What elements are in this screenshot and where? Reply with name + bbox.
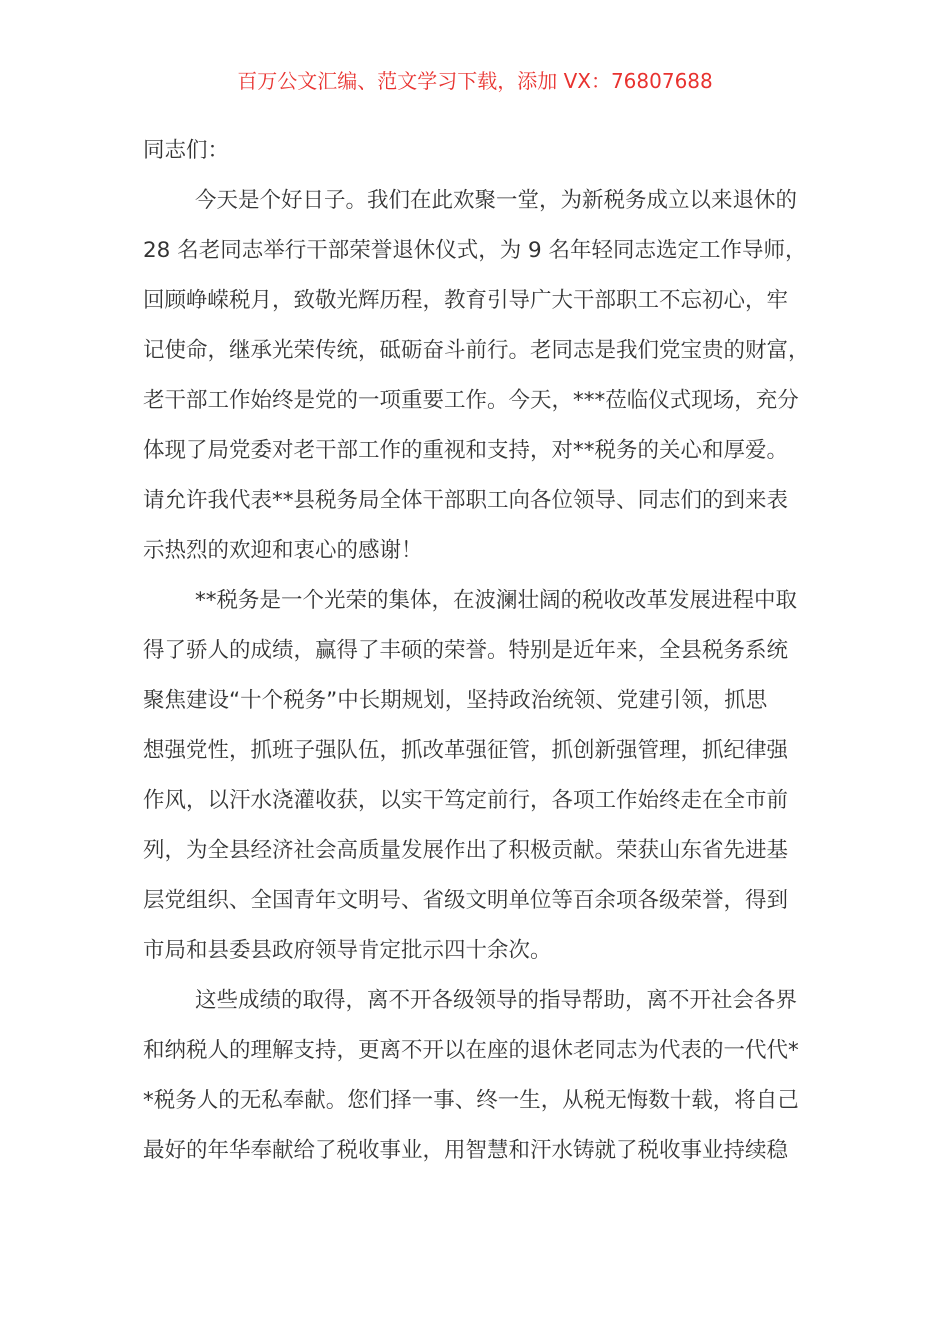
text-line: 聚焦建设“十个税务”中长期规划，坚持政治统领、党建引领，抓思	[143, 688, 768, 713]
text-line: 记使命，继承光荣传统，砥砺奋斗前行。老同志是我们党宝贵的财富，	[143, 338, 810, 363]
text-line: 同志们：	[143, 138, 230, 163]
text-line: **税务是一个光荣的集体，在波澜壮阔的税收改革发展进程中取	[195, 588, 798, 613]
text-line: 体现了局党委对老干部工作的重视和支持，对**税务的关心和厚爱。	[143, 438, 789, 463]
text-line: 层党组织、全国青年文明号、省级文明单位等百余项各级荣誉，得到	[143, 888, 789, 913]
text-line: 回顾峥嵘税月，致敬光辉历程，教育引导广大干部职工不忘初心，牢	[143, 288, 789, 313]
text-line: 作风，以汗水浇灌收获，以实干笃定前行，各项工作始终走在全市前	[143, 788, 789, 813]
text-line: 示热烈的欢迎和衷心的感谢！	[143, 538, 423, 563]
watermark-header: 百万公文汇编、范文学习下载，添加 VX：76807688	[237, 69, 713, 93]
document-body	[143, 126, 813, 1176]
text-line: 想强党性，抓班子强队伍，抓改革强征管，抓创新强管理，抓纪律强	[143, 738, 789, 763]
text-line: 列，为全县经济社会高质量发展作出了积极贡献。荣获山东省先进基	[143, 838, 789, 863]
text-line: 今天是个好日子。我们在此欢聚一堂，为新税务成立以来退休的	[195, 188, 798, 213]
text-line: 老干部工作始终是党的一项重要工作。今天，***莅临仪式现场，充分	[143, 388, 799, 413]
text-line: 这些成绩的取得，离不开各级领导的指导帮助，离不开社会各界	[195, 988, 798, 1013]
text-line: 和纳税人的理解支持，更离不开以在座的退休老同志为代表的一代代*	[143, 1038, 799, 1063]
text-line: 最好的年华奉献给了税收事业，用智慧和汗水铸就了税收事业持续稳	[143, 1138, 789, 1163]
text-line: 请允许我代表**县税务局全体干部职工向各位领导、同志们的到来表	[143, 488, 789, 513]
text-line: 市局和县委县政府领导肯定批示四十余次。	[143, 938, 552, 963]
text-line: 28 名老同志举行干部荣誉退休仪式，为 9 名年轻同志选定工作导师，	[143, 238, 807, 263]
text-line: *税务人的无私奉献。您们择一事、终一生，从税无悔数十载，将自己	[143, 1088, 799, 1113]
text-line: 得了骄人的成绩，赢得了丰硕的荣誉。特别是近年来，全县税务系统	[143, 638, 789, 663]
